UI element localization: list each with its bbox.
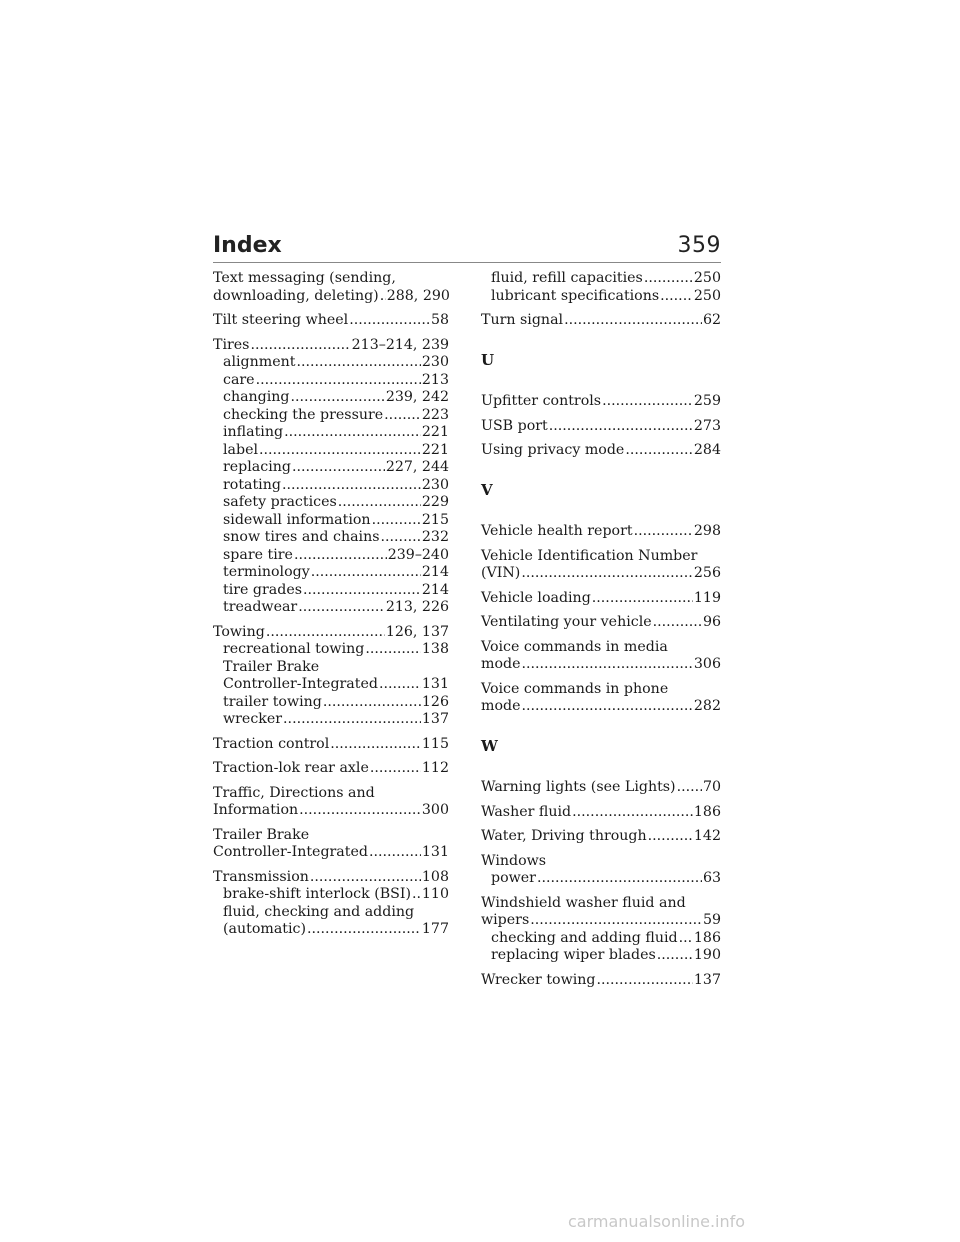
dot-leader (365, 641, 421, 659)
entry-label: wrecker (223, 711, 283, 727)
sub-entries (481, 870, 721, 888)
page-ref: 186 (693, 929, 721, 946)
entry-label: trailer towing (223, 693, 322, 710)
dot-leader (256, 372, 421, 390)
dot-leader (379, 676, 421, 694)
page-ref: 284 (693, 442, 721, 458)
page-ref: 213 (421, 371, 449, 388)
index-entry (481, 312, 721, 330)
page-ref: 273 (693, 417, 721, 434)
page-ref: 298 (693, 523, 721, 539)
index-row (213, 869, 449, 887)
dot-leader (412, 886, 421, 904)
index-row (223, 389, 449, 407)
page-ref: 131 (421, 676, 449, 692)
page-ref: 230 (421, 354, 449, 370)
dot-leader (311, 564, 421, 582)
index-row (223, 407, 449, 425)
entry-label: brake-shift interlock (BSI) (223, 886, 412, 902)
dot-leader (369, 844, 421, 862)
index-row (223, 711, 449, 729)
entry-label: Information (213, 802, 299, 818)
index-row (223, 442, 449, 460)
dot-leader (625, 442, 693, 460)
entry-label: sidewall information (223, 511, 371, 528)
page-title: Index (213, 233, 282, 258)
page-ref: 62 (702, 312, 721, 328)
page-ref: 126 (421, 693, 449, 710)
page-ref: 300 (421, 802, 449, 818)
index-row (223, 477, 449, 495)
entry-label: Controller-Integrated (223, 676, 378, 692)
entry-label: lubricant specifications (491, 287, 660, 304)
entry-line: Traffic, Directions and (213, 784, 375, 801)
index-entry (481, 804, 721, 822)
index-row (213, 624, 449, 642)
index-row (223, 886, 449, 904)
index-entry (481, 779, 721, 797)
entry-label: mode (481, 656, 521, 672)
entry-line: Trailer Brake (213, 826, 310, 843)
dot-leader (310, 869, 421, 887)
index-row (481, 828, 721, 846)
page-ref: 306 (693, 656, 721, 672)
index-row (481, 656, 721, 674)
index-row (481, 312, 721, 330)
index-entry (481, 614, 721, 632)
dot-leader (370, 760, 421, 778)
entry-label: Vehicle health report (481, 523, 633, 539)
index-row (491, 930, 721, 948)
dot-leader (372, 512, 421, 530)
page-ref: 250 (693, 287, 721, 304)
index-entry (481, 853, 721, 888)
dot-leader (679, 930, 693, 948)
page-ref: 215 (421, 511, 449, 528)
sub-entries (213, 641, 449, 729)
dot-leader (521, 656, 692, 674)
entry-label: care (223, 371, 255, 388)
page-ref: 63 (702, 870, 721, 886)
index-entry (481, 681, 721, 716)
entry-line: Text messaging (sending, (213, 270, 396, 286)
entry-label: safety practices (223, 494, 337, 510)
entry-label: Upfitter controls (481, 393, 602, 409)
sub-entries (213, 886, 449, 939)
page-ref: 126, 137 (385, 623, 449, 640)
index-entry (481, 895, 721, 965)
dot-leader (283, 711, 421, 729)
dot-leader (660, 288, 693, 306)
entry-line: Voice commands in phone (481, 680, 669, 697)
index-entry (213, 270, 449, 305)
dot-leader (521, 565, 693, 583)
page-ref: 96 (702, 614, 721, 630)
dot-leader (298, 599, 385, 617)
page-ref: 227, 244 (385, 459, 449, 475)
entry-line: Windshield washer fluid and (481, 894, 686, 911)
entry-label: wipers (481, 912, 530, 928)
index-row (481, 698, 721, 716)
entry-label: Controller-Integrated (213, 844, 368, 860)
page-ref: 213, 226 (385, 599, 449, 615)
entry-label: (automatic) (223, 921, 307, 937)
page-number: 359 (677, 233, 721, 258)
index-row (213, 288, 449, 306)
page-ref: 108 (421, 868, 449, 885)
header-divider (213, 262, 721, 263)
entry-label: tire grades (223, 581, 303, 598)
dot-leader (349, 312, 430, 330)
index-row (223, 694, 449, 712)
page-ref: 115 (421, 735, 449, 752)
sub-entry-line: Trailer Brake (223, 658, 320, 675)
index-row (491, 947, 721, 965)
index-row (223, 372, 449, 390)
index-row (223, 582, 449, 600)
dot-leader (282, 477, 421, 495)
page-ref: 256 (693, 565, 721, 581)
page-ref: 110 (421, 886, 449, 902)
entry-label: fluid, refill capacities (491, 270, 643, 286)
page-ref: 137 (693, 971, 721, 988)
dot-leader (648, 828, 693, 846)
entry-label: alignment (223, 354, 296, 370)
page-ref: 230 (421, 476, 449, 493)
index-row (223, 547, 449, 565)
entry-label: Warning lights (see Lights) (481, 779, 676, 795)
dot-leader (592, 590, 693, 608)
index-row (491, 270, 721, 288)
dot-leader (634, 523, 693, 541)
entry-label: USB port (481, 417, 548, 434)
index-row (481, 565, 721, 583)
dot-leader (307, 921, 421, 939)
index-column-left (213, 270, 449, 946)
index-row (223, 641, 449, 659)
entry-label: (VIN) (481, 565, 521, 581)
dot-leader (292, 459, 385, 477)
entry-label: spare tire (223, 546, 293, 563)
entry-label: Ventilating your vehicle (481, 614, 652, 630)
watermark: carmanualsonline.info (568, 1212, 746, 1231)
page-ref: 177 (421, 921, 449, 937)
entry-label: Traction control (213, 735, 330, 752)
index-row (223, 529, 449, 547)
index-entry (213, 312, 449, 330)
entry-label: replacing wiper blades (491, 947, 656, 963)
dot-leader (303, 582, 421, 600)
page-ref: 213–214, 239 (351, 336, 449, 353)
dot-leader (530, 912, 702, 930)
index-row (223, 459, 449, 477)
page-ref: 186 (693, 803, 721, 820)
entry-label: snow tires and chains (223, 529, 380, 545)
page-ref: 223 (421, 406, 449, 423)
index-entry (481, 590, 721, 608)
dot-leader (537, 870, 702, 888)
section-letter: U (481, 350, 495, 369)
dot-leader (338, 494, 421, 512)
index-row (491, 870, 721, 888)
page-ref: 282 (693, 698, 721, 714)
index-entry (481, 639, 721, 674)
entry-line: Vehicle Identification Number (481, 547, 698, 564)
dot-leader (657, 947, 693, 965)
dot-leader (549, 418, 693, 436)
page-ref: 229 (421, 494, 449, 510)
page-ref: 239, 242 (385, 389, 449, 405)
index-row (223, 676, 449, 694)
index-entry (481, 442, 721, 460)
entry-label: Water, Driving through (481, 828, 647, 844)
index-row (481, 912, 721, 930)
index-entry (481, 393, 721, 411)
dot-leader (384, 407, 421, 425)
page-ref: 221 (421, 441, 449, 458)
dot-leader (299, 802, 421, 820)
entry-label: changing (223, 389, 290, 405)
entry-label: replacing (223, 459, 291, 475)
page-ref: 59 (702, 912, 721, 928)
sub-entries (481, 930, 721, 965)
index-row (213, 736, 449, 754)
dot-leader (266, 624, 385, 642)
index-row (481, 393, 721, 411)
index-entry (481, 548, 721, 583)
dot-leader (380, 288, 386, 306)
index-row (481, 590, 721, 608)
page-ref: 190 (693, 947, 721, 963)
index-row (491, 288, 721, 306)
page-ref: 138 (421, 641, 449, 657)
sub-entry-line: fluid, checking and adding (223, 903, 415, 920)
page-ref: 250 (693, 270, 721, 286)
page-ref: 221 (421, 424, 449, 440)
index-row (481, 804, 721, 822)
entry-label: power (491, 870, 536, 886)
index-row (223, 921, 449, 939)
index-row (213, 312, 449, 330)
index-row (223, 564, 449, 582)
index-entry (481, 972, 721, 990)
page-ref: 142 (693, 828, 721, 844)
index-column-right (481, 270, 721, 996)
entry-label: Tires (213, 336, 250, 353)
entry-line: Windows (481, 852, 547, 869)
dot-leader (572, 804, 693, 822)
dot-leader (250, 337, 350, 355)
dot-leader (294, 547, 387, 565)
index-row (481, 523, 721, 541)
dot-leader (521, 698, 692, 716)
entry-label: recreational towing (223, 641, 365, 657)
dot-leader (381, 529, 421, 547)
page-ref: 288, 290 (386, 287, 450, 304)
section-letter: V (481, 480, 493, 499)
index-entry (481, 828, 721, 846)
entry-label: Towing (213, 623, 265, 640)
index-row (223, 599, 449, 617)
entry-label: label (223, 441, 259, 458)
entry-label: treadwear (223, 599, 298, 615)
sub-entries (213, 354, 449, 617)
entry-label: Vehicle loading (481, 589, 591, 606)
index-entry (481, 523, 721, 541)
page-ref: 239–240 (387, 546, 449, 563)
index-row (213, 844, 449, 862)
index-row (481, 418, 721, 436)
index-row (223, 424, 449, 442)
entry-label: rotating (223, 476, 281, 493)
index-entry (213, 337, 449, 617)
index-row (213, 337, 449, 355)
entry-label: terminology (223, 564, 310, 580)
page-ref: 112 (421, 760, 449, 776)
page-ref: 70 (702, 779, 721, 795)
entry-label: Traction-lok rear axle (213, 760, 369, 776)
entry-label: Wrecker towing (481, 971, 596, 988)
page-ref: 131 (421, 844, 449, 860)
index-entry (213, 760, 449, 778)
page-ref: 214 (421, 581, 449, 598)
dot-leader (259, 442, 421, 460)
entry-label: Using privacy mode (481, 442, 625, 458)
section-letter: W (481, 736, 498, 755)
index-row (213, 760, 449, 778)
page-ref: 259 (693, 393, 721, 409)
index-entry (213, 785, 449, 820)
dot-leader (644, 270, 693, 288)
page-header (213, 230, 721, 258)
entry-label: Tilt steering wheel (213, 312, 349, 328)
index-row (223, 512, 449, 530)
index-row (481, 614, 721, 632)
index-entry (213, 624, 449, 729)
dot-leader (284, 424, 421, 442)
entry-label: inflating (223, 424, 284, 440)
index-row (213, 802, 449, 820)
index-row (481, 972, 721, 990)
entry-line: Voice commands in media (481, 638, 668, 655)
dot-leader (296, 354, 420, 372)
page-ref: 137 (421, 711, 449, 727)
index-row (481, 442, 721, 460)
entry-label: downloading, deleting) (213, 287, 379, 304)
dot-leader (597, 972, 693, 990)
page-ref: 214 (421, 564, 449, 580)
entry-label: Transmission (213, 868, 309, 885)
dot-leader (653, 614, 702, 632)
dot-leader (323, 694, 421, 712)
index-row (223, 494, 449, 512)
page-ref: 232 (421, 529, 449, 545)
index-row (481, 779, 721, 797)
index-entry (213, 736, 449, 754)
index-entry (481, 418, 721, 436)
dot-leader (677, 779, 702, 797)
dot-leader (330, 736, 421, 754)
entry-label: checking the pressure (223, 406, 384, 423)
entry-label: Washer fluid (481, 803, 572, 820)
index-entry (213, 869, 449, 939)
sub-entries (481, 270, 721, 305)
index-row (223, 354, 449, 372)
index-entry (481, 270, 721, 305)
dot-leader (602, 393, 693, 411)
dot-leader (564, 312, 702, 330)
index-entry (213, 827, 449, 862)
page-ref: 58 (430, 312, 449, 328)
entry-label: Turn signal (481, 312, 564, 328)
page-ref: 119 (693, 589, 721, 606)
entry-label: checking and adding fluid (491, 929, 678, 946)
entry-label: mode (481, 698, 521, 714)
dot-leader (291, 389, 385, 407)
